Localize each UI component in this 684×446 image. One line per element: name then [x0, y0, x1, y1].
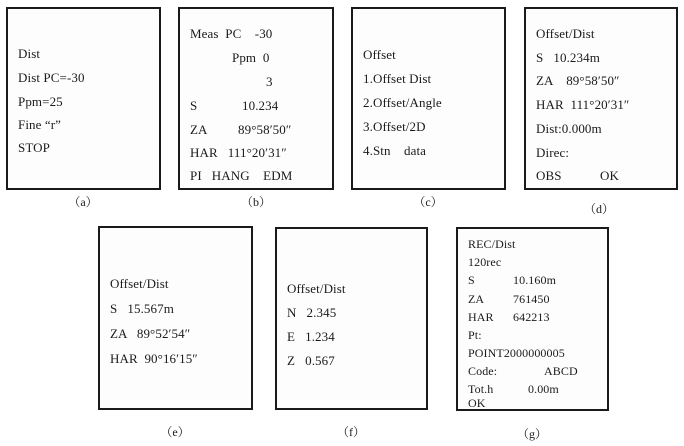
panel-b-line-9: PI HANG EDM [190, 168, 293, 183]
panel-b-line-6: ZA [190, 122, 208, 137]
panel-b-line-1: Meas PC -30 [190, 26, 273, 41]
panel-b-line-5: 10.234 [242, 98, 279, 113]
caption-g: （g） [516, 427, 547, 441]
screen-panel-e [98, 226, 253, 410]
panel-d-line-2: S 10.234m [536, 50, 600, 65]
caption-a: （a） [68, 195, 98, 209]
panel-b-line-7: 89°58′50″ [238, 122, 292, 137]
panel-b-line-8: HAR 111°20′31″ [190, 145, 287, 160]
panel-f-line-2: N 2.345 [287, 305, 337, 320]
panel-b-line-2: Ppm 0 [232, 50, 270, 65]
screen-panel-d [524, 7, 678, 190]
panel-d-line-4: HAR 111°20′31″ [536, 97, 630, 112]
panel-g-ok-softkey: OK [468, 396, 486, 410]
caption-c: （c） [413, 195, 443, 209]
panel-b-line-4: S [190, 98, 198, 113]
panel-f-line-1: Offset/Dist [287, 281, 346, 296]
panel-f-line-3: E 1.234 [287, 329, 335, 344]
panel-c-line-2: 1.Offset Dist [363, 71, 432, 86]
panel-d-ok-softkey: OK [600, 168, 619, 183]
panel-c-line-5: 4.Stn data [363, 143, 427, 158]
screen-panel-g [456, 227, 609, 411]
panel-c-line-4: 3.Offset/2D [363, 119, 426, 134]
panel-d-line-3: ZA 89°58′50″ [536, 73, 620, 88]
panel-e-line-1: Offset/Dist [110, 276, 169, 291]
panel-g-line-11: Code: [468, 364, 498, 378]
panel-g-line-13: Tot.h [468, 382, 494, 396]
panel-g-line-9: Pt: [468, 328, 482, 342]
panel-g-line-14: 0.00m [528, 382, 559, 396]
panel-g-line-10: POINT2000000005 [468, 346, 565, 360]
panel-e-line-2: S 15.567m [110, 301, 174, 316]
panel-a-line-3: Ppm=25 [18, 94, 63, 109]
caption-e: （e） [160, 425, 190, 439]
panel-g-line-6: 761450 [513, 292, 550, 306]
screen-panel-b [178, 7, 334, 190]
caption-b: （b） [240, 195, 271, 209]
panel-e-line-3: ZA 89°52′54″ [110, 326, 191, 341]
caption-f: （f） [337, 425, 365, 439]
panel-g-line-5: ZA [468, 292, 485, 306]
panel-g-line-2: 120rec [468, 255, 502, 269]
panel-g-line-8: 642213 [513, 310, 550, 324]
panel-b-line-3: 3 [266, 74, 273, 89]
panel-g-line-1: REC/Dist [468, 237, 516, 251]
panel-e-line-4: HAR 90°16′15″ [110, 351, 198, 366]
panel-c-line-3: 2.Offset/Angle [363, 95, 442, 110]
screen-panel-a [6, 7, 161, 190]
panel-g-line-7: HAR [468, 310, 494, 324]
panel-g-line-3: S [468, 273, 475, 287]
panel-a-line-2: Dist PC=-30 [18, 70, 85, 85]
screen-panel-f [275, 227, 428, 410]
panel-d-line-6: Direc: [536, 145, 570, 160]
panel-a-line-1: Dist [18, 46, 41, 61]
panel-d-line-5: Dist:0.000m [536, 121, 602, 136]
caption-d: （d） [583, 202, 614, 216]
panel-f-line-4: Z 0.567 [287, 353, 335, 368]
screen-panel-c [351, 7, 506, 190]
panel-g-line-4: 10.160m [513, 273, 557, 287]
panel-a-line-5: STOP [18, 140, 50, 155]
panel-d-obs-softkey: OBS [536, 168, 562, 183]
panel-d-line-1: Offset/Dist [536, 26, 595, 41]
panel-c-line-1: Offset [363, 47, 396, 62]
panel-a-line-4: Fine “r” [18, 117, 62, 132]
panel-g-line-12: ABCD [544, 364, 578, 378]
